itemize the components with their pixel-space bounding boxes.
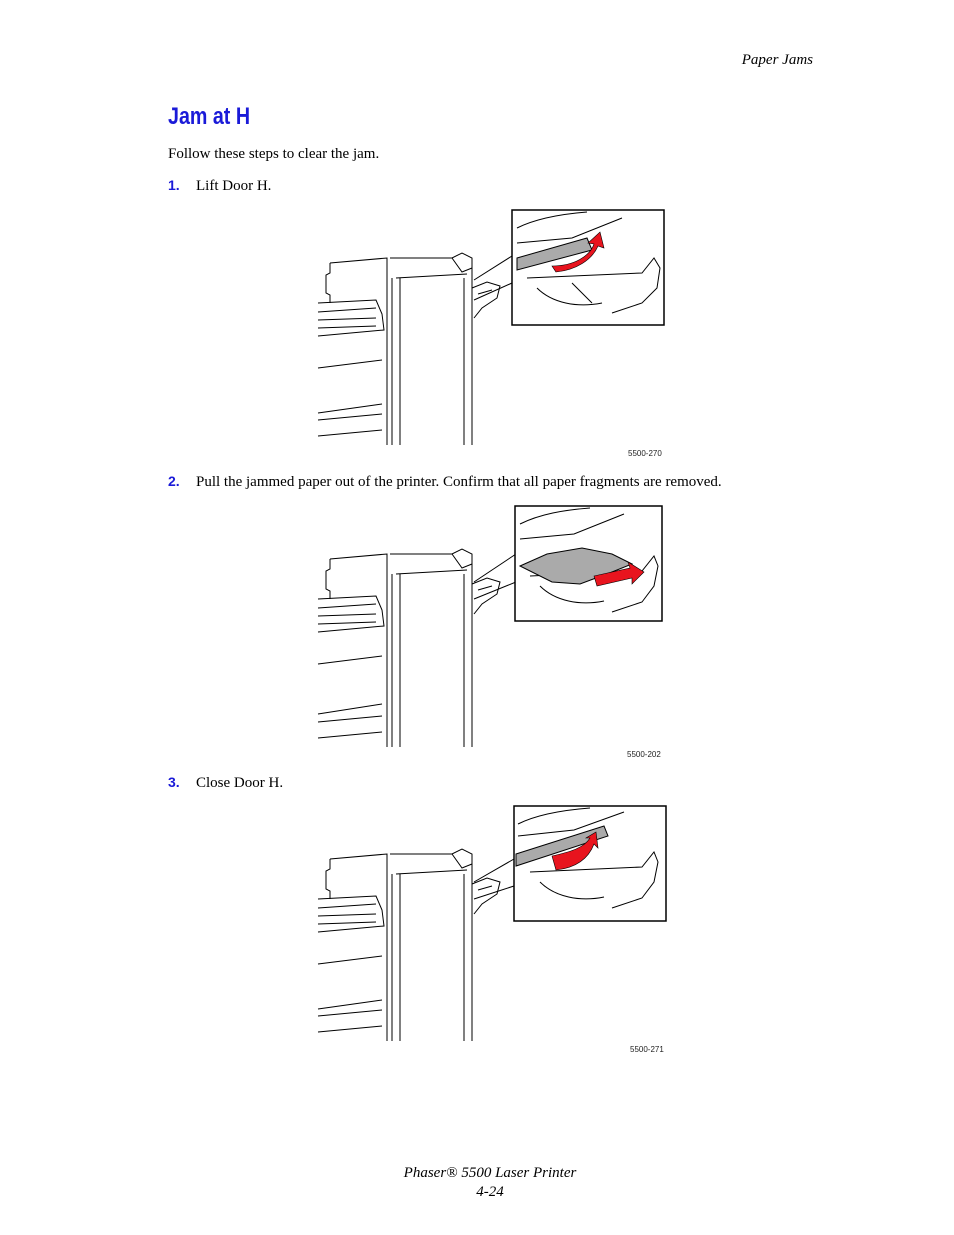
- printer-illustration: [312, 208, 668, 448]
- step-number: 3.: [168, 774, 180, 790]
- detail-inset: [514, 806, 666, 921]
- printer-illustration: [312, 804, 670, 1044]
- detail-inset: [512, 210, 664, 325]
- figure-code: 5500-270: [628, 449, 662, 458]
- page-title: Jam at H: [168, 103, 251, 130]
- detail-inset: [515, 506, 662, 621]
- printer-illustration: [312, 504, 668, 750]
- step-number: 2.: [168, 473, 180, 489]
- product-name: Phaser® 5500 Laser Printer: [403, 1165, 577, 1181]
- step-1: [168, 177, 271, 195]
- figure-code: 5500-271: [630, 1045, 664, 1054]
- step-2: [168, 473, 722, 491]
- intro-text: Follow these steps to clear the jam.: [168, 146, 380, 162]
- page-footer: [0, 1164, 954, 1202]
- step-text: Close Door H.: [196, 775, 284, 791]
- step-number: 1.: [168, 177, 180, 193]
- step-3: [168, 774, 283, 792]
- running-header: Paper Jams: [741, 52, 813, 68]
- step-text: Lift Door H.: [196, 178, 272, 194]
- page-number: 4-24: [476, 1184, 504, 1200]
- step-text: Pull the jammed paper out of the printer. Confirm that all paper fragments are removed.: [196, 474, 722, 490]
- figure-code: 5500-202: [627, 750, 661, 759]
